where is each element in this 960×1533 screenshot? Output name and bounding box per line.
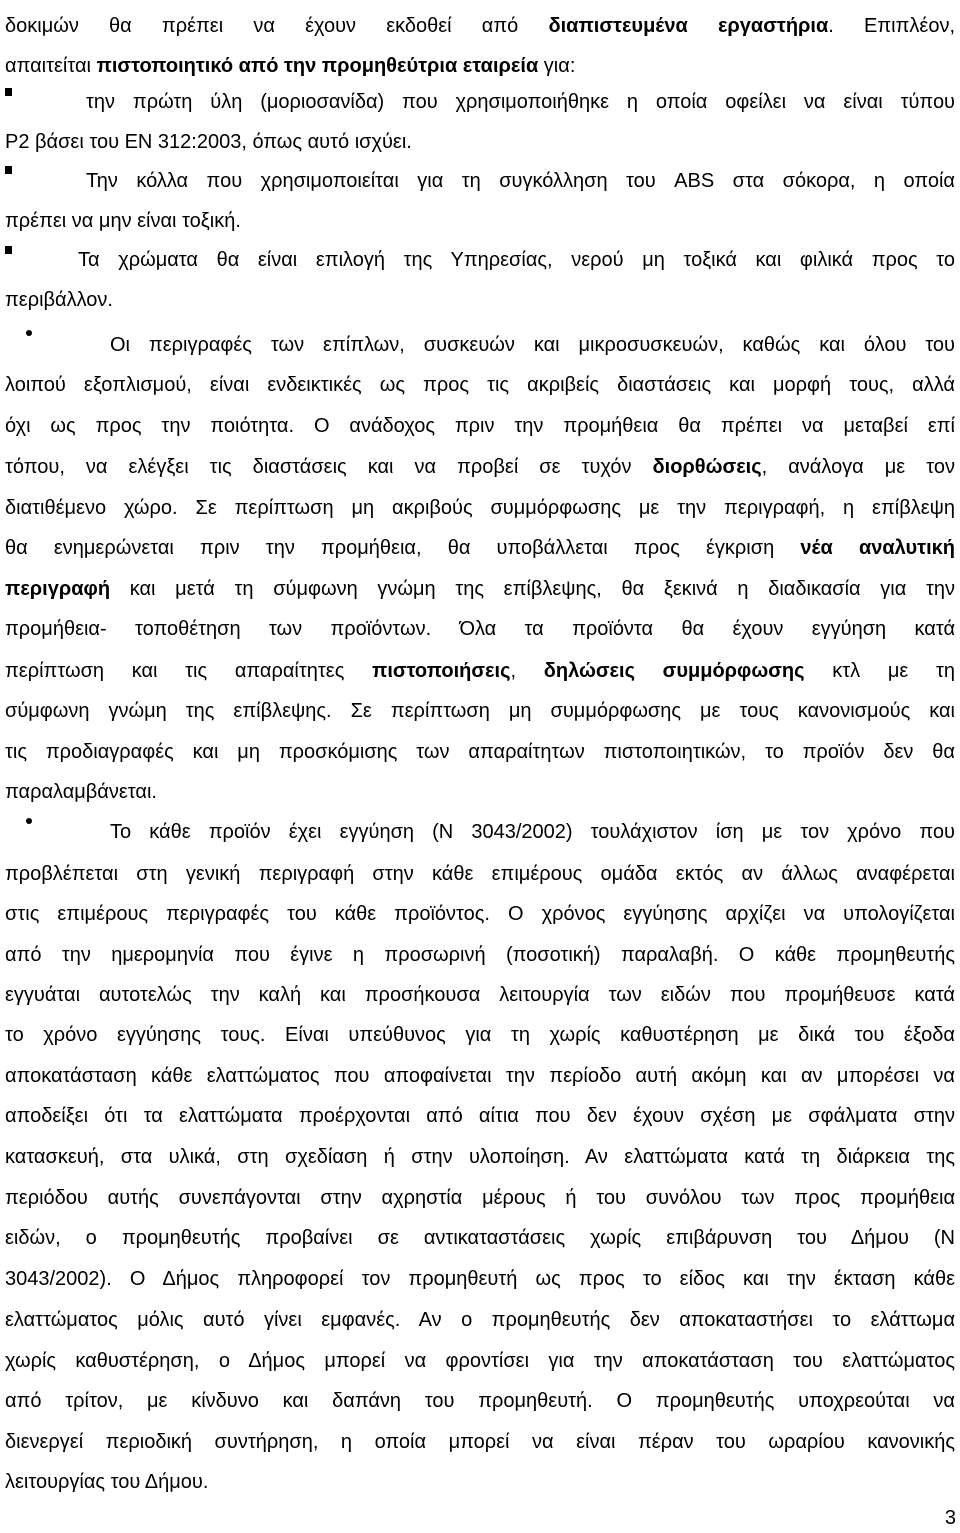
text-line (5, 1259, 955, 1299)
square-bullet-icon (5, 166, 12, 174)
text-line (5, 651, 955, 691)
text-run: παραλαμβάνεται. (5, 781, 157, 803)
text-run: από την ημερομηνία που έγινε η προσωρινή (ποσοτική) παραλαβή. Ο κάθε προμηθευτής (5, 944, 955, 966)
text-run: το χρόνο εγγύησης τους. Είναι υπεύθυνος για τη χωρίς καθυστέρηση με δικά του έξοδα (5, 1024, 955, 1046)
text-line (5, 569, 955, 609)
text-run: θα ενημερώνεται πριν την προμήθεια, θα υποβάλλεται προς έγκριση (5, 537, 801, 559)
text-line (5, 1422, 955, 1462)
text-line (5, 6, 955, 46)
text-run: , ανάλογα με τον (761, 456, 955, 478)
text-run: από τρίτον, με κίνδυνο και δαπάνη του προμηθευτή. Ο προμηθευτής υποχρεούται να (5, 1390, 955, 1412)
text-run: αποκατάσταση κάθε ελαττώματος που αποφαίνεται την περίοδο αυτή ακόμη και αν μπορέσει να (5, 1065, 955, 1087)
text-line (5, 528, 955, 568)
text-line (5, 1462, 955, 1502)
text-run: αποδείξει ότι τα ελαττώματα προέρχονται από αίτια που δεν έχουν σχέση με σφάλματα στην (5, 1105, 955, 1127)
text-run: Το κάθε προϊόν έχει εγγύηση (Ν 3043/2002) τουλάχιστον ίση με τον χρόνο που (110, 821, 955, 843)
text-line (5, 1381, 955, 1421)
text-run: Οι περιγραφές των επίπλων, συσκευών και μικροσυσκευών, καθώς και όλου του (110, 334, 955, 356)
text-line (5, 406, 955, 446)
text-line (86, 82, 955, 122)
text-line (5, 1341, 955, 1381)
text-line (5, 1218, 955, 1258)
text-run: κατασκευή, στα υλικά, στη σχεδίαση ή στην υλοποίηση. Αν ελαττώματα κατά τη διάρκεια της (5, 1146, 955, 1168)
bold-text: δηλώσεις συμμόρφωσης (543, 660, 805, 682)
text-run: για: (538, 55, 576, 77)
square-bullet-icon (5, 246, 12, 254)
text-run: . Επιπλέον, (828, 15, 955, 37)
text-line (86, 161, 955, 201)
text-run: και μετά τη σύμφωνη γνώμη της επίβλεψης, θα ξεκινά η διαδικασία για την (110, 578, 955, 600)
text-line (5, 1015, 955, 1055)
text-line (5, 732, 955, 772)
text-line (78, 240, 955, 280)
bold-text: διορθώσεις (652, 456, 762, 478)
text-line (5, 1178, 955, 1218)
text-run: πρέπει να μην είναι τοξική. (5, 210, 241, 232)
text-run: προβλέπεται στη γενική περιγραφή στην κάθε επιμέρους ομάδα εκτός αν άλλως αναφέρεται (5, 863, 955, 885)
page-number: 3 (944, 1507, 956, 1529)
text-run: όχι ως προς την ποιότητα. Ο ανάδοχος πριν την προμήθεια θα πρέπει να μεταβεί επί (5, 415, 955, 437)
round-bullet-icon (26, 330, 32, 336)
text-run: προμήθεια- τοποθέτηση των προϊόντων. Όλα τα προϊόντα θα έχουν εγγύηση κατά (5, 618, 955, 640)
text-run: τόπου, να ελέγξει τις διαστάσεις και να προβεί σε τυχόν (5, 456, 653, 478)
text-line (5, 1137, 955, 1177)
text-run: Τα χρώματα θα είναι επιλογή της Υπηρεσίας, νερού μη τοξικά και φιλικά προς το (78, 249, 955, 271)
text-run: κτλ με τη (804, 660, 955, 682)
bold-text: διαπιστευμένα εργαστήρια (548, 15, 829, 37)
text-run: Την κόλλα που χρησιμοποιείται για τη συγκόλληση του ABS στα σόκορα, η οποία (86, 170, 955, 192)
text-line (5, 280, 955, 320)
text-line (5, 975, 955, 1015)
bold-text: πιστοποιητικό από την προμηθεύτρια εταιρεία (96, 55, 539, 77)
text-run: , (510, 660, 544, 682)
text-run: περιόδου αυτής συνεπάγονται στην αχρηστία μέρους ή του συνόλου των προς προμήθεια (5, 1187, 955, 1209)
text-run: P2 βάσει του EN 312:2003, όπως αυτό ισχύει. (5, 131, 412, 153)
text-run: διατιθέμενο χώρο. Σε περίπτωση μη ακριβούς συμμόρφωσης με την περιγραφή, η επίβλεψη (5, 497, 955, 519)
text-line (5, 365, 955, 405)
text-run: ελαττώματος μόλις αυτό γίνει εμφανές. Αν ο προμηθευτής δεν αποκαταστήσει το ελάττωμα (5, 1309, 955, 1331)
text-line (110, 325, 955, 365)
text-line (5, 447, 955, 487)
text-line (5, 894, 955, 934)
bold-text: νέα αναλυτική (800, 537, 955, 559)
text-line (5, 1056, 955, 1096)
text-line (5, 691, 955, 731)
bold-text: περιγραφή (5, 578, 111, 600)
text-line (5, 772, 955, 812)
square-bullet-icon (5, 88, 12, 96)
text-line (5, 201, 955, 241)
text-run: απαιτείται (5, 55, 97, 77)
text-run: διενεργεί περιοδική συντήρηση, η οποία μπορεί να είναι πέραν του ωραρίου κανονικής (5, 1431, 955, 1453)
text-run: περιβάλλον. (5, 289, 113, 311)
text-line (5, 488, 955, 528)
text-line (110, 812, 955, 852)
text-run: την πρώτη ύλη (μοριοσανίδα) που χρησιμοποιήθηκε η οποία οφείλει να είναι τύπου (86, 91, 955, 113)
text-run: χωρίς καθυστέρηση, ο Δήμος μπορεί να φροντίσει για την αποκατάσταση του ελαττώματος (5, 1350, 955, 1372)
text-run: 3043/2002). Ο Δήμος πληροφορεί τον προμηθευτή ως προς το είδος και την έκταση κάθε (5, 1268, 955, 1290)
text-line (5, 122, 955, 162)
text-run: δοκιμών θα πρέπει να έχουν εκδοθεί από (5, 15, 549, 37)
text-line (5, 609, 955, 649)
text-line (5, 854, 955, 894)
round-bullet-icon (26, 818, 32, 824)
text-line (5, 1300, 955, 1340)
text-run: εγγυάται αυτοτελώς την καλή και προσήκουσα λειτουργία των ειδών που προμήθευσε κατά (5, 984, 955, 1006)
text-run: λοιπού εξοπλισμού, είναι ενδεικτικές ως προς τις ακριβείς διαστάσεις και μορφή τους, αλλά (5, 374, 955, 396)
text-run: τις προδιαγραφές και μη προσκόμισης των απαραίτητων πιστοποιητικών, το προϊόν δεν θα (5, 741, 955, 763)
text-run: περίπτωση και τις απαραίτητες (5, 660, 373, 682)
text-line (5, 935, 955, 975)
text-run: σύμφωνη γνώμη της επίβλεψης. Σε περίπτωση μη συμμόρφωσης με τους κανονισμούς και (5, 700, 955, 722)
text-run: στις επιμέρους περιγραφές του κάθε προϊόντος. Ο χρόνος εγγύησης αρχίζει να υπολογίζεται (5, 903, 955, 925)
text-line (5, 1096, 955, 1136)
text-run: λειτουργίας του Δήμου. (5, 1471, 209, 1493)
text-run: ειδών, ο προμηθευτής προβαίνει σε αντικαταστάσεις χωρίς επιβάρυνση του Δήμου (Ν (5, 1227, 955, 1249)
bold-text: πιστοποιήσεις (372, 660, 511, 682)
text-line (5, 46, 955, 86)
